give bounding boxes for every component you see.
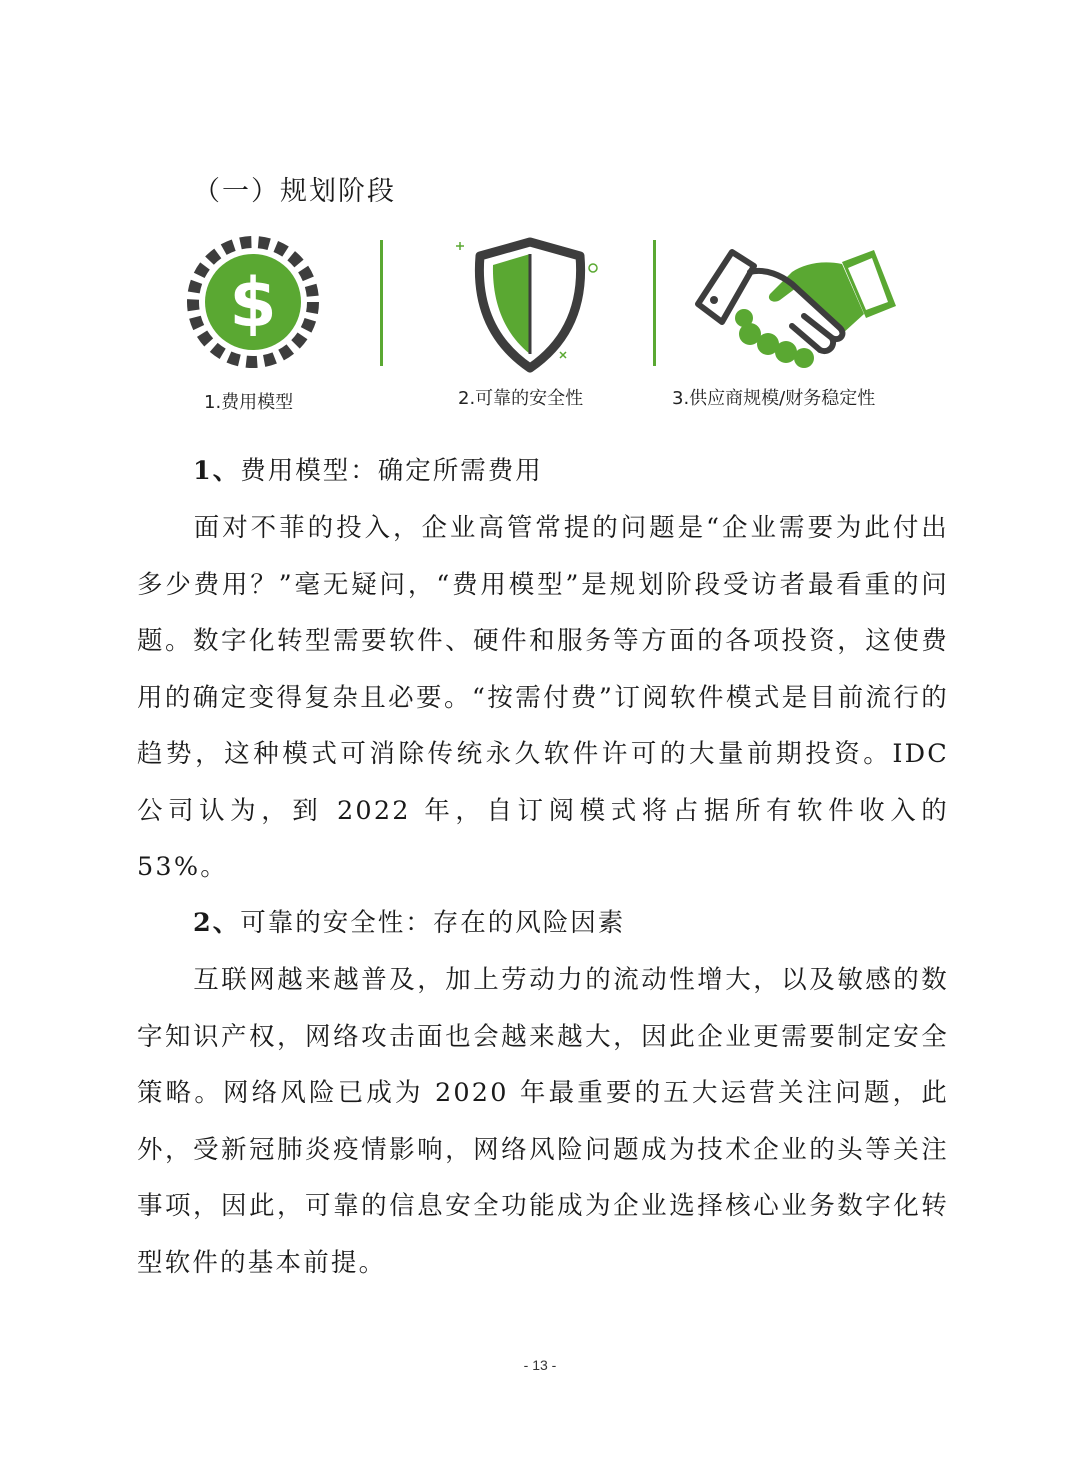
part2-heading <box>193 903 625 943</box>
divider <box>380 240 383 366</box>
page-number: - 13 - <box>523 1357 557 1373</box>
caption-vendor: 3.供应商规模/财务稳定性 <box>672 388 876 409</box>
svg-text:$: $ <box>229 264 277 343</box>
part1-heading <box>193 451 543 491</box>
part1-paragraph <box>137 500 949 896</box>
divider <box>653 240 656 366</box>
part2-text: 互联网越来越普及，加上劳动力的流动性增大，以及敏感的数字知识产权，网络攻击面也会越来越大，因此企业更需要制定安全策略。网络风险已成为 2020 年最重要的五大运营关注问题，此外，受新冠肺炎疫情影响，网络风险问题成为技术企业的头等关注事项，因此，可靠的信息安全功能成为企业选择核心业务数字化转型软件的基本前提。 <box>137 965 949 1278</box>
shield-icon <box>450 234 610 374</box>
caption-cost-model: 1.费用模型 <box>204 392 294 413</box>
icon-cell-vendor <box>692 242 902 376</box>
part2-paragraph <box>137 952 949 1291</box>
part1-number: 1、 <box>193 456 241 486</box>
section-heading: （一）规划阶段 <box>193 176 396 207</box>
icon-cell-cost-model <box>183 232 323 376</box>
handshake-icon <box>692 242 902 372</box>
icon-row <box>150 232 950 422</box>
icon-cell-security <box>450 234 610 378</box>
part2-title: 可靠的安全性：存在的风险因素 <box>240 908 626 938</box>
dollar-coin-icon <box>183 232 323 372</box>
part2-number: 2、 <box>193 908 241 938</box>
caption-security: 2.可靠的安全性 <box>458 388 584 409</box>
part1-title: 费用模型：确定所需费用 <box>240 456 543 486</box>
part1-text: 面对不菲的投入，企业高管常提的问题是“企业需要为此付出多少费用？”毫无疑问，“费用模型”是规划阶段受访者最看重的问题。数字化转型需要软件、硬件和服务等方面的各项投资，这使费用的确定变得复杂且必要。“按需付费”订阅软件模式是目前流行的趋势，这种模式可消除传统永久软件许可的大量前期投资。IDC 公司认为，到 2022 年，自订阅模式将占据所有软件收入的 53%。 <box>137 513 949 882</box>
